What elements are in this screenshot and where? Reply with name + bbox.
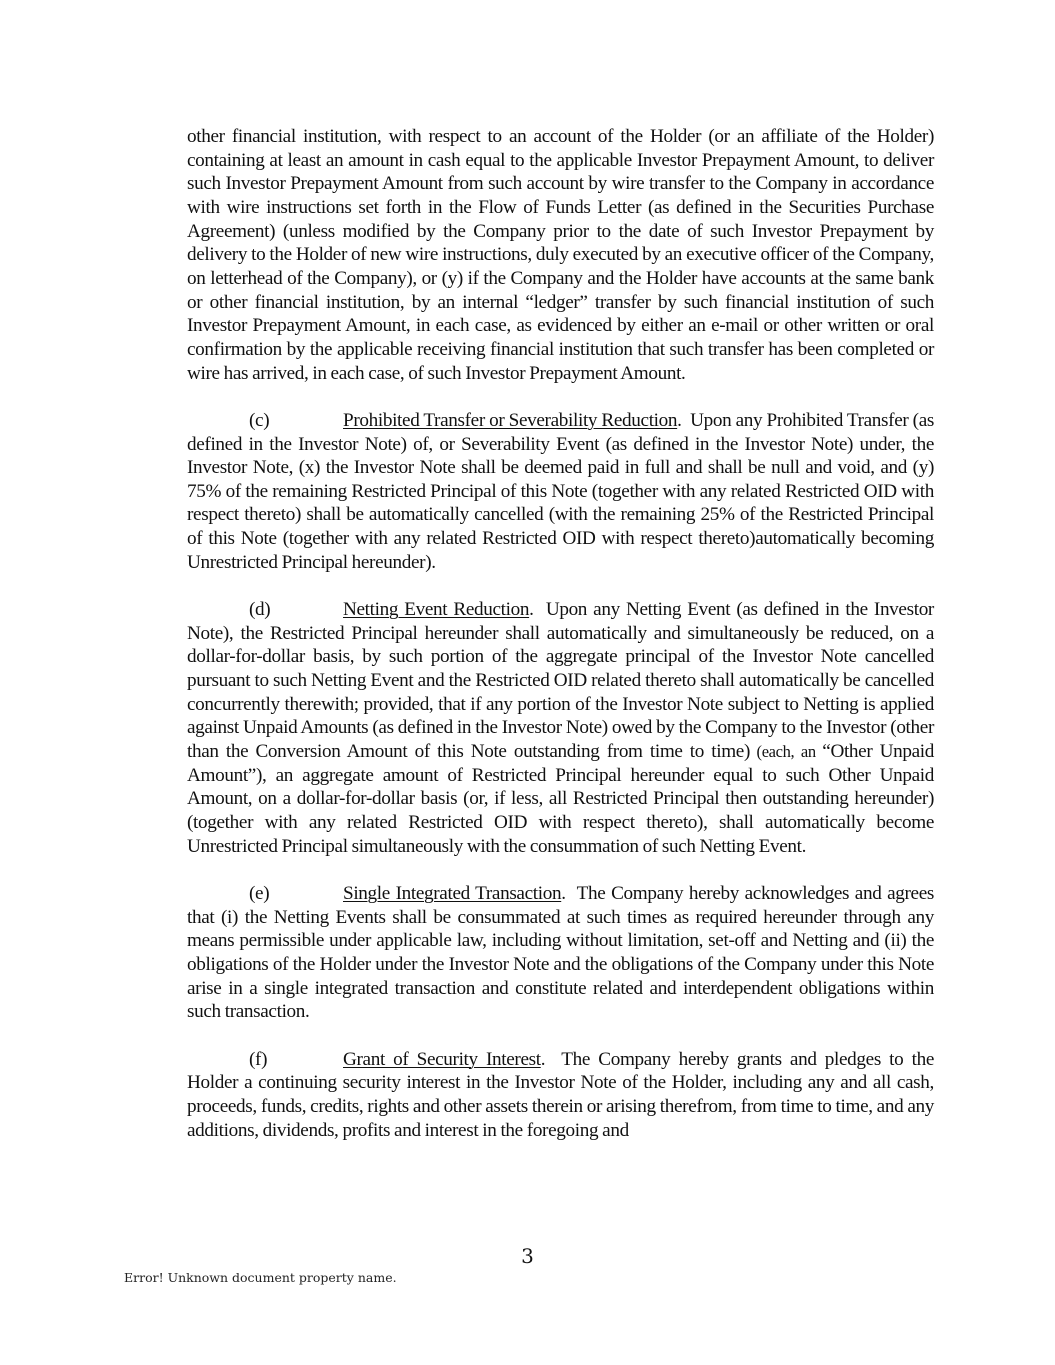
section-heading: Single Integrated Transaction (343, 882, 562, 904)
section-heading: Netting Event Reduction (343, 599, 530, 621)
section-body: The Company hereby grants and pledges to the Holder a continuing security interest in the Investor Note of the Holder, including any and all cash, proceeds, funds, credits, rights and other assets therein or arising therefrom, from time to time, and any additions, dividends, profits and interest in the foregoing and (187, 1048, 938, 1141)
section-marker: (d) (249, 599, 271, 621)
heading-period: . (540, 1048, 546, 1070)
heading-period: . (561, 882, 566, 904)
page-number: 3 (521, 1244, 534, 1268)
section-body: The Company hereby acknowledges and agrees that (i) the Netting Events shall be consummated at such times as required hereunder through any means permissible under applicable law, including without limitation, set-off and Netting and (ii) the obligations of the Holder under the Investor Note and the obligations of the Company under this Note arise in a single integrated transaction and constitute related and interdependent obligations within such transaction. (187, 882, 938, 1023)
defined-term: “Other Unpaid Amount” (187, 741, 934, 786)
section-body-small: (each, an (750, 742, 823, 762)
heading-period: . (677, 409, 682, 431)
footer-field-error: Error! Unknown document property name. (124, 1270, 397, 1285)
section-body-tail: ), an aggregate amount of Restricted Principal hereunder equal to such Other Unpaid Amount, on a dollar-for-dollar basis (or, if less, all Restricted Principal then outstanding hereunder) (together with any related Restricted OID with respect thereto), shall automatically become Unrestricted Principal simultaneously with the consummation of such Netting Event. (187, 764, 934, 857)
section-e (187, 882, 938, 1024)
section-heading: Grant of Security Interest (343, 1048, 541, 1070)
document-body (187, 125, 938, 1166)
section-marker: (c) (249, 409, 270, 431)
heading-period: . (529, 599, 534, 621)
section-body: Upon any Prohibited Transfer (as defined in the Investor Note) of, or Severability Event (as defined in the Investor Note) under, the Investor Note, (x) the Investor Note shall be deemed paid in full and shall be null and void, and (y) 75% of the remaining Restricted Principal of this Note (together with any related Restricted OID with respect thereto) shall be automatically cancelled (with the remaining 25% of the Restricted Principal of this Note (together with any related Restricted OID with respect thereto)automatically becoming Unrestricted Principal hereunder). (187, 409, 938, 573)
section-c (187, 409, 938, 575)
section-heading: Prohibited Transfer or Severability Reduction (343, 409, 678, 431)
section-marker: (e) (249, 882, 270, 904)
section-marker: (f) (249, 1048, 268, 1070)
section-body: Upon any Netting Event (as defined in the Investor Note), the Restricted Principal hereunder shall automatically and simultaneously be reduced, on a dollar-for-dollar basis, by such portion of the aggregate principal of the Investor Note cancelled pursuant to such Netting Event and the Restricted OID related thereto shall automatically be cancelled concurrently therewith; provided, that if any portion of the Investor Note subject to Netting is applied against Unpaid Amounts (as defined in the Investor Note) owed by the Company to the Investor (other than the Conversion Amount of this Note outstanding from time to time) (187, 599, 938, 763)
continuation-paragraph: other financial institution, with respect to an account of the Holder (or an affiliate of the Holder) containing at least an amount in cash equal to the applicable Investor Prepayment Amount, to deliver such Investor Prepayment Amount from such account by wire transfer to the Company in accordance with wire instructions set forth in the Flow of Funds Letter (as defined in the Securities Purchase Agreement) (unless modified by the Company prior to the date of such Investor Prepayment by delivery to the Holder of new wire instructions, duly executed by an executive officer of the Company, on letterhead of the Company), or (y) if the Company and the Holder have accounts at the same bank or other financial institution, by an internal “ledger” transfer by such financial institution of such Investor Prepayment Amount, in each case, as evidenced by either an e-mail or other written or oral confirmation by the applicable receiving financial institution that such transfer has been completed or wire has arrived, in each case, of such Investor Prepayment Amount. (187, 126, 934, 384)
section-f (187, 1048, 938, 1143)
section-d (187, 598, 938, 858)
